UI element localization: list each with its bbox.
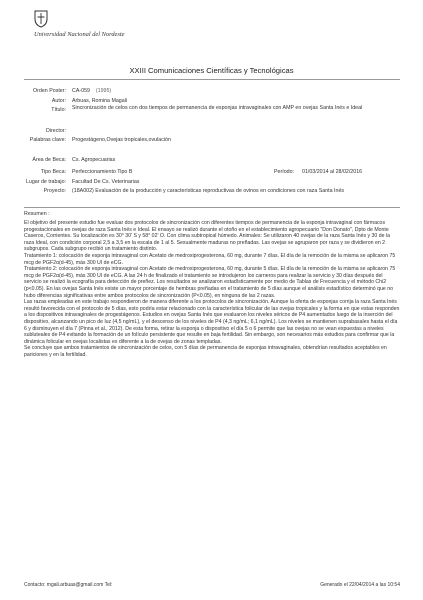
footer-contact: Contacto: mgali.arbuas@gmail.com Tel: (24, 582, 113, 588)
tipo-beca-label: Tipo Beca: (40, 169, 66, 175)
abstract-body (24, 220, 401, 358)
orden-id: (1995) (95, 88, 112, 94)
proyecto-label: Proyecto: (43, 188, 66, 194)
palabras-clave-label: Palabras clave: (29, 137, 66, 143)
proyecto-value: (18A002) Evaluación de la producción y características reproductivas de ovinos en condiciones con raza Santa Inés (72, 188, 345, 194)
area-beca-value: Cs. Agropecuarias (72, 157, 116, 163)
titulo-value: Sincronización de celos con dos tiempos de permanencia de esponjas intravaginales con AMP en ovejas Santa Inés e Ideal (72, 105, 363, 111)
periodo-value: 01/03/2014 al 28/02/2016 (302, 169, 363, 175)
abstract-paragraph: El objetivo del presente estudio fue evaluar dos protocolos de sincronización con diferentes tiempos de permanencia de la esponja intravaginal con fármacos progestacionales en ovejas de raza Santa Inés e Ideal. El ensayo se realizó durante el otoño en el establecimiento agropecuario "Don Donato", Dpto de Monte Caseros, Corrientes. Su localización es 30° 30' S y 58° 02' O. Con clima subtropical húmedo. Animales: Se utilizaron 40 ovejas de la raza Santa Inés y 30 de la raza Ideal, con condición corporal 2,5 a 3,5 en la escala de 1 al 5. Sexualmente maduras no preñadas. Las ovejas se agruparon por raza y se dividieron en 2 subgrupos. Cada subgrupo recibió un tratamiento distinto. (24, 220, 390, 253)
abstract-paragraph: Las razas empleadas en este trabajo respondieron de manera diferente a los protocolos de sincronización. Aunque la oferta de esponjas corrija la raza Santa Inés resultó favorecida con el protocolo de 5 días, esto podría estar relacionado con la característica folicular de las ovejas tropicales y la forma en que estas responden a los dispositivos intravaginales de progestágenos. Estudios en ovejas Santa Inés que evaluaron los niveles séricos de P4 aumentados luego de la inserción del dispositivo, alcanzando un pico de luz (4,5 ng/mL), y el descenso de los niveles de P4 (4,3 ng/mL; 6,1 ng/mL). Los niveles se mantienen suprabasales hasta el día 6 y disminuyen el día 7 (Pinna et al., 2012). De esta forma, retirar la esponja o dispositivo el día 5 o 6 permite que las ovejas no se vean expuestas a niveles subluteales de P4 evitando la formación de un folículo persistente que resulte en baja fertilidad. Sin embargo, son necesarios más estudios para confirmar que la dinámica folicular en ovejas localistas es diferente a la de ovejas de zonas templadas. (24, 299, 400, 345)
area-beca-label: Área de Beca: (32, 157, 66, 163)
autor-label: Autor: (51, 98, 66, 104)
lugar-trabajo-label: Lugar de trabajo: (25, 179, 66, 185)
director-label: Director: (45, 128, 66, 134)
tipo-beca-value: Perfeccionamiento Tipo B (72, 169, 133, 175)
content-divider (24, 207, 400, 208)
orden-label: Orden Poster: (33, 88, 66, 94)
header-divider (24, 79, 400, 80)
abstract-paragraph: Se concluye que ambos tratamientos de sincronización de celos, con 5 días de permanencia de esponjas intravaginales, obtendrían resultados aceptables en pariciones y en la fertilidad. (24, 345, 387, 358)
lugar-trabajo-value: Facultad De Cs. Veterinarias (72, 179, 140, 185)
page-title: XXIII Comunicaciones Científicas y Tecnológicas (129, 66, 294, 75)
university-emblem-icon (34, 10, 48, 28)
abstract-paragraph: Tratamiento 2: colocación de esponja intravaginal con Acetato de medroxiprogesterona, 60 mg, durante 5 días. El día de la remoción de la misma se aplicaron 75 mcg de PGF2α(d-45), más 300 UI de eCG. A las 24 h de finalizado el tratamiento se introdujeron los carneros para realizar la servicio y 30 días después del servicio se realizó la ecografía para detección de preñez. Los resultados se analizaron estadísticamente por medio de Tablas de Frecuencia y el método Chi2 (p<0.05). En las ovejas Santa Inés existe un mayor porcentaje de hembras preñadas en el tratamiento de 5 días aunque el análisis estadístico determinó que no hubo diferencias significativas entre ambos protocolos de sincronización (P<0.05), en ninguna de las 2 razas. (24, 266, 396, 299)
university-name: Universidad Nacional del Nordeste (34, 31, 125, 38)
footer-generated-date: Generado el 22/04/2014 a las 10:54 (320, 582, 400, 588)
palabras-clave-value: Progestágeno,Ovejas tropicales,ovulación (72, 137, 171, 143)
titulo-label: Título: (51, 107, 66, 113)
abstract-paragraph: Tratamiento 1: colocación de esponja intravaginal con Acetato de medroxiprogesterona, 60 mg, durante 7 días. El día de la remoción de la misma se aplicaron 75 mcg de PGF2α(d-45), más 300 UI de eCG. (24, 252, 396, 266)
orden-value (72, 88, 111, 94)
orden-code: CA-059 (72, 88, 90, 94)
periodo-label: Período: (274, 169, 295, 175)
university-logo (34, 10, 124, 48)
autor-value: Arbuas, Romina Magali (72, 98, 128, 104)
resumen-label: Resumen : (24, 211, 50, 217)
